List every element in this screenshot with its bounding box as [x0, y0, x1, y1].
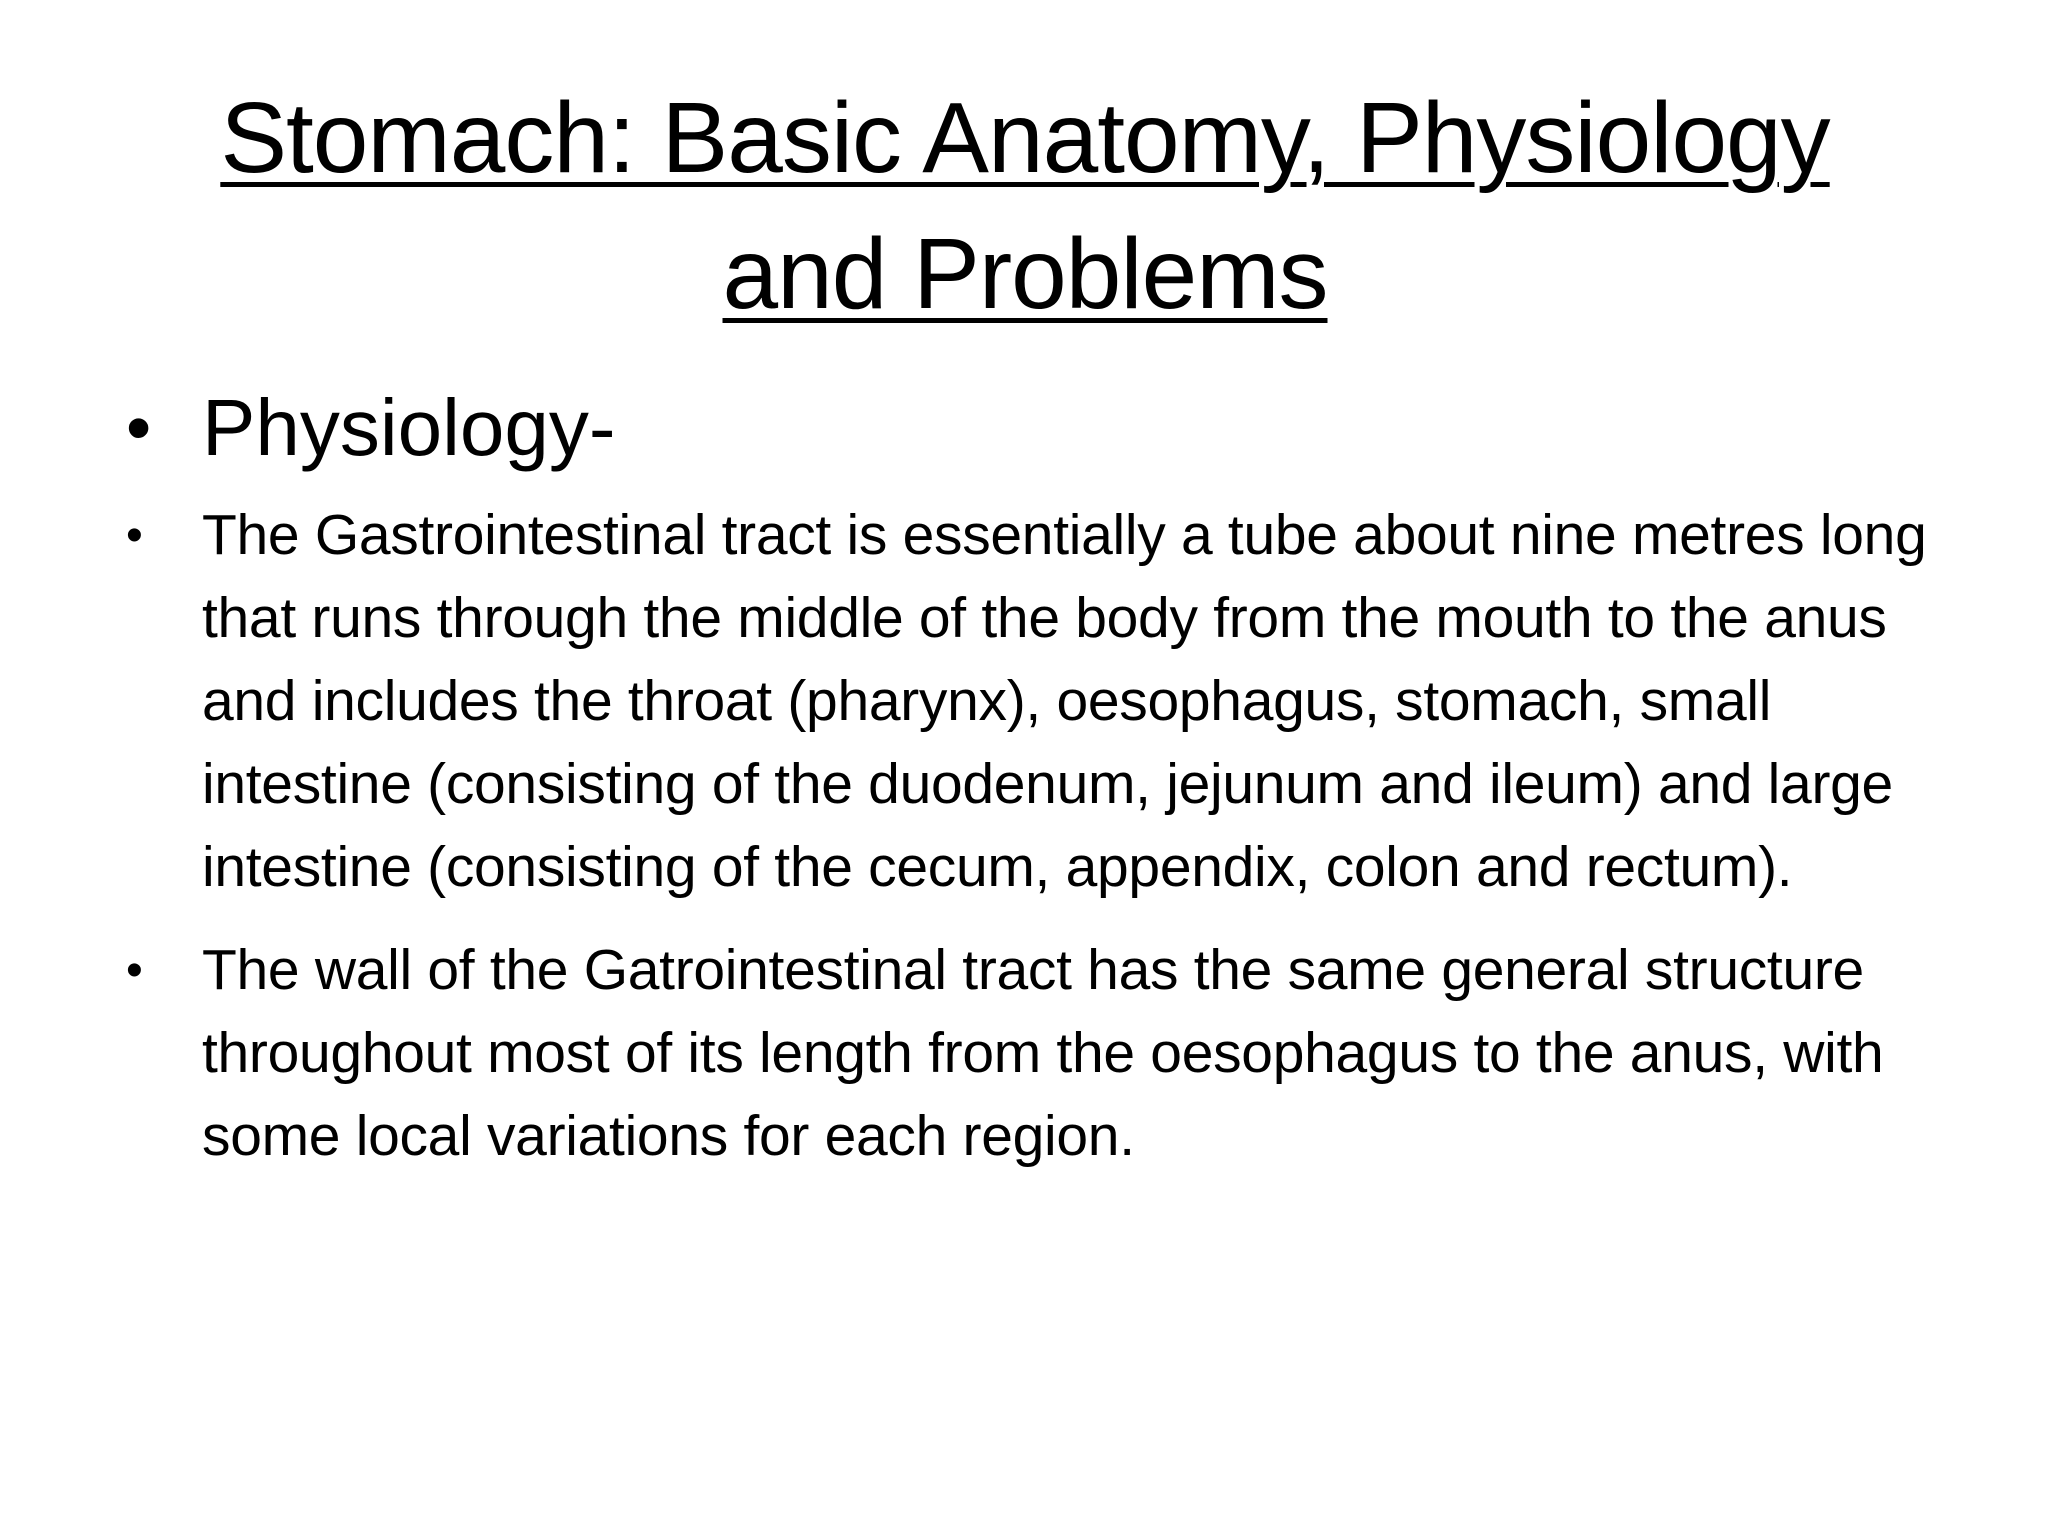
bullet-marker: • [126, 509, 143, 562]
bullet-marker: • [126, 944, 143, 997]
bullet-item-gi-tract-description [120, 494, 1960, 909]
bullet-item-gi-wall-structure [120, 929, 1960, 1178]
bullet-text: Physiology- [202, 383, 616, 472]
bullet-text: The wall of the Gatrointestinal tract has the same general structure throughout most of its length from the oesophagus to the anus, with some local variations for each region. [202, 938, 1884, 1168]
bullet-item-physiology-heading [120, 378, 1960, 478]
bullet-marker: • [126, 388, 152, 468]
bullet-list [120, 378, 1960, 1198]
slide-title: Stomach: Basic Anatomy, Physiology and Problems [220, 82, 1830, 330]
bullet-text: The Gastrointestinal tract is essentially a tube about nine metres long that runs through the middle of the body from the mouth to the anus and includes the throat (pharynx), oesophagus, stomach, small intestine (consisting of the duodenum, jejunum and ileum) and large intestine (consisting of the cecum, appendix, colon and rectum). [202, 503, 1927, 899]
